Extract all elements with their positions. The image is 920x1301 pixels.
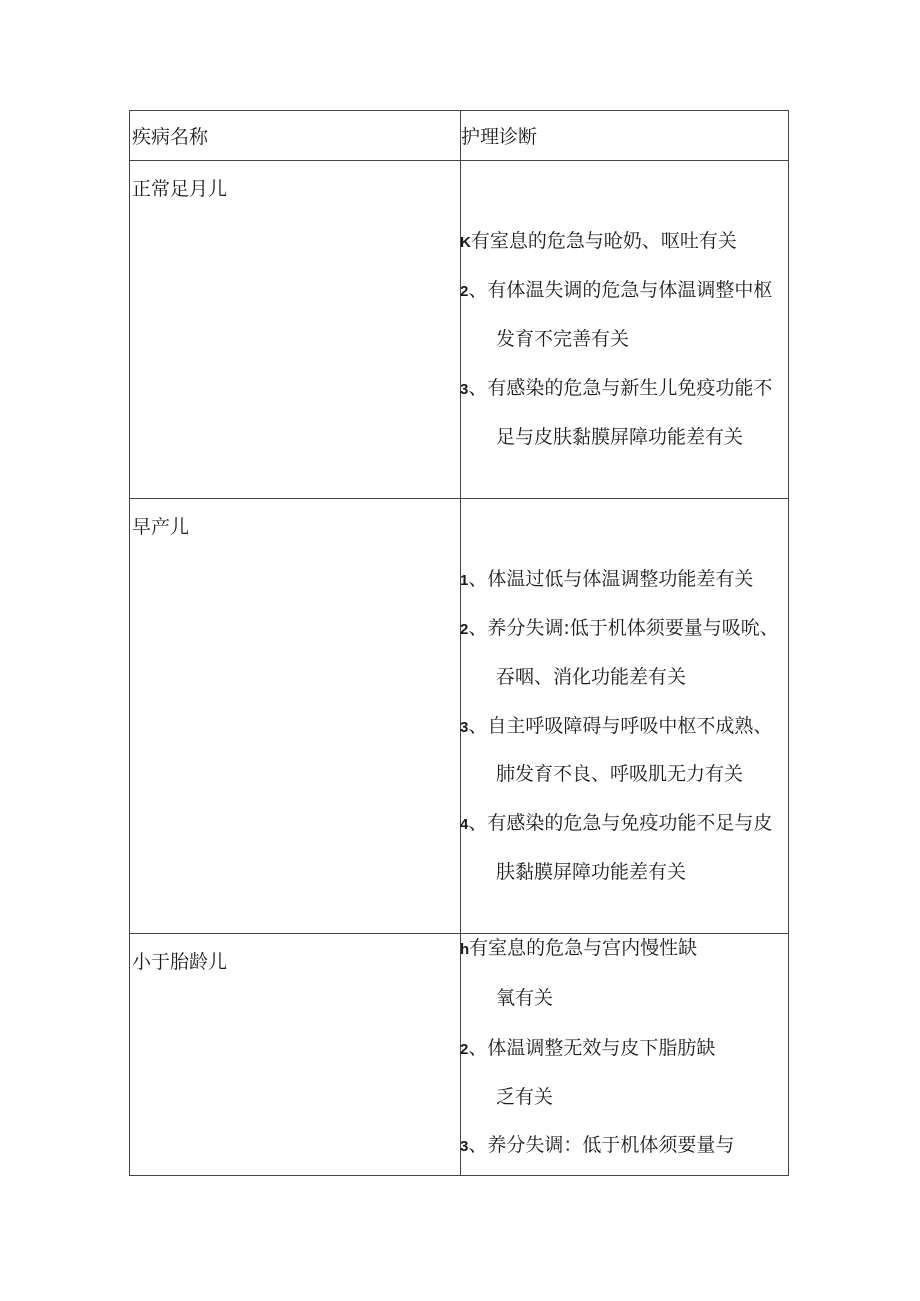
list-item-continuation: 发育不完善有关 xyxy=(496,328,630,350)
column-divider xyxy=(460,111,461,1175)
header-disease-name: 疾病名称 xyxy=(132,126,209,148)
list-item-continuation: 吞咽、消化功能差有关 xyxy=(496,666,687,688)
row-divider xyxy=(130,498,788,499)
list-item: 3、有感染的危急与新生儿免疫功能不 xyxy=(460,377,773,399)
list-item: 3、自主呼吸障碍与呼吸中枢不成熟、 xyxy=(460,715,773,737)
list-item: 1、体温过低与体温调整功能差有关 xyxy=(460,568,754,590)
list-item: h有室息的危急与宫内慢性缺 xyxy=(460,937,698,959)
list-item-continuation: 氧有关 xyxy=(496,987,554,1009)
disease-name: 小于胎龄儿 xyxy=(132,951,228,973)
row-divider xyxy=(130,933,788,934)
row-divider xyxy=(130,160,788,161)
list-item-continuation: 肤黏膜屏障功能差有关 xyxy=(496,861,687,883)
nursing-diagnosis-table xyxy=(129,110,789,1176)
list-item: 2、体温调整无效与皮下脂肪缺 xyxy=(460,1037,716,1059)
header-nursing-diagnosis: 护理诊断 xyxy=(461,126,538,148)
list-item: 4、有感染的危急与免疫功能不足与皮 xyxy=(460,812,773,834)
list-item: 2、有体温失调的危急与体温调整中枢 xyxy=(460,279,773,301)
list-item: 3、养分失调：低于机体须要量与 xyxy=(460,1134,735,1156)
disease-name: 早产儿 xyxy=(132,516,190,538)
list-item-continuation: 肺发育不良、呼吸肌无力有关 xyxy=(496,763,744,785)
list-item-continuation: 乏有关 xyxy=(496,1086,554,1108)
disease-name: 正常足月儿 xyxy=(132,178,228,200)
list-item: K有室息的危急与呛奶、呕吐有关 xyxy=(460,230,737,252)
list-item: 2、养分失调:低于机体须要量与吸吮、 xyxy=(460,617,779,639)
list-item-continuation: 足与皮肤黏膜屏障功能差有关 xyxy=(496,426,744,448)
